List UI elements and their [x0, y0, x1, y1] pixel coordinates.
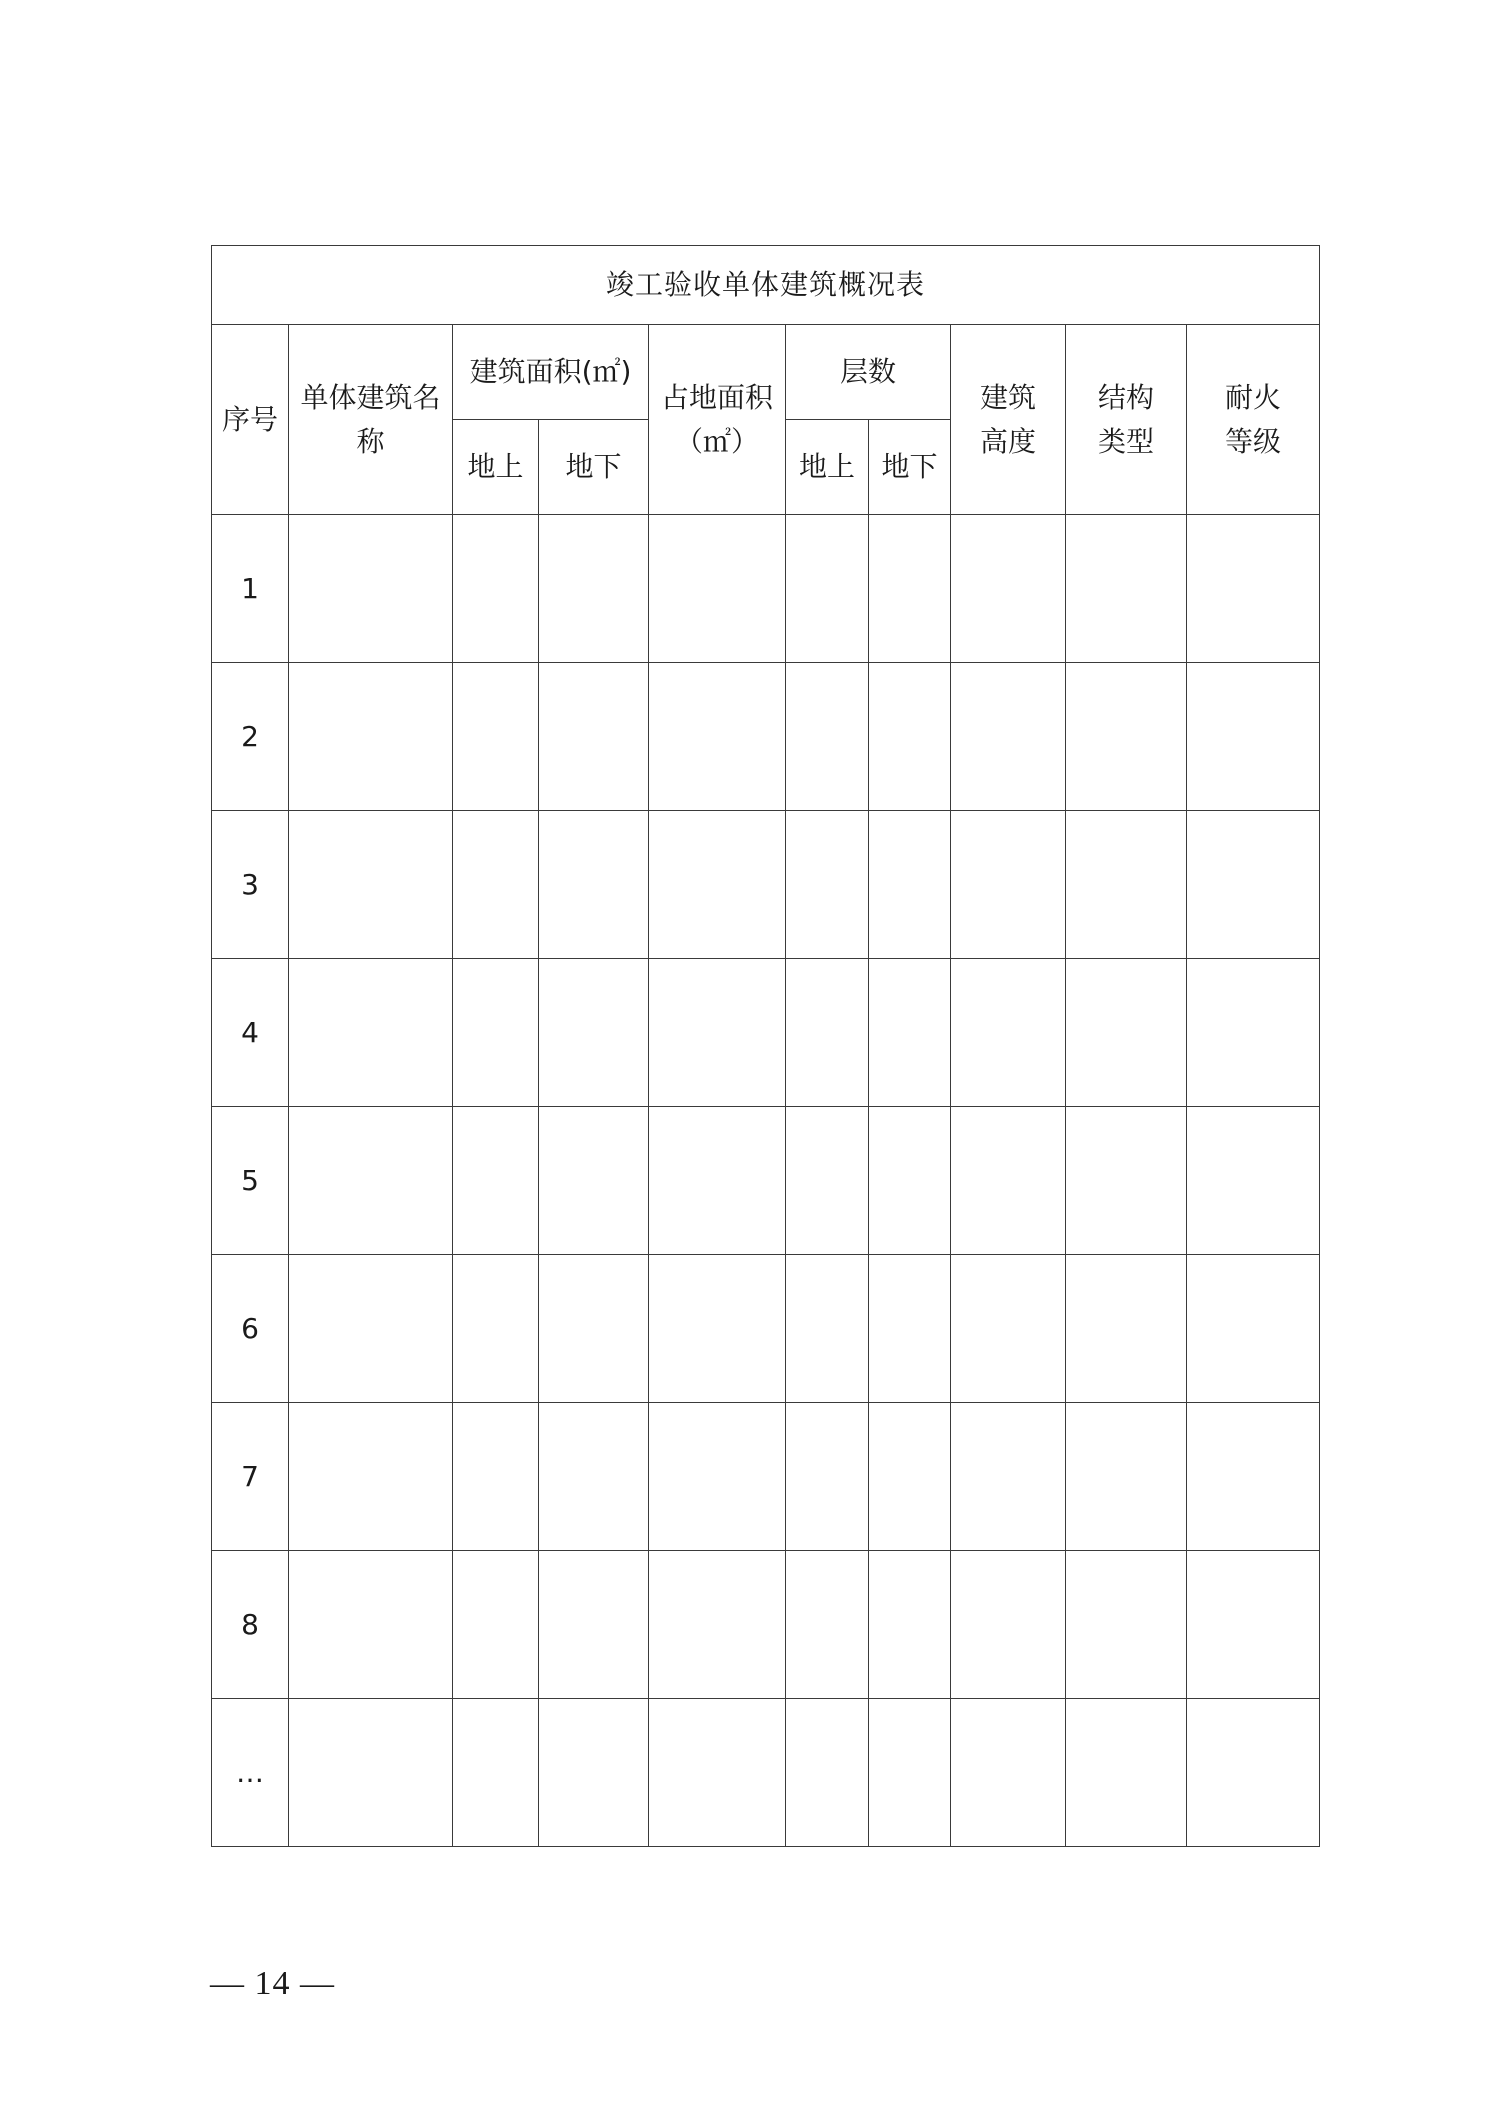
header-building-name-line2: 称 [356, 424, 385, 458]
row-number: 7 [212, 1403, 289, 1551]
cell-height[interactable] [951, 663, 1066, 811]
header-land-area [649, 325, 786, 515]
cell-building-name[interactable] [289, 1551, 453, 1699]
cell-area-above[interactable] [453, 515, 539, 663]
cell-building-name[interactable] [289, 515, 453, 663]
cell-area-below[interactable] [539, 1107, 649, 1255]
cell-floors-above[interactable] [786, 811, 869, 959]
cell-structure[interactable] [1066, 515, 1187, 663]
cell-floors-below[interactable] [869, 811, 951, 959]
cell-land-area[interactable] [649, 1403, 786, 1551]
table-row [212, 1107, 1320, 1255]
cell-area-above[interactable] [453, 1551, 539, 1699]
cell-area-above[interactable] [453, 1699, 539, 1847]
table-row [212, 959, 1320, 1107]
cell-area-above[interactable] [453, 663, 539, 811]
row-number: 6 [212, 1255, 289, 1403]
table-row [212, 811, 1320, 959]
cell-floors-above[interactable] [786, 959, 869, 1107]
cell-height[interactable] [951, 811, 1066, 959]
cell-floors-below[interactable] [869, 1107, 951, 1255]
cell-floors-below[interactable] [869, 959, 951, 1107]
header-seq: 序号 [212, 325, 289, 515]
header-floors-above: 地上 [786, 420, 869, 515]
cell-floors-below[interactable] [869, 1255, 951, 1403]
table-row [212, 1551, 1320, 1699]
header-height-line1: 建筑 [979, 381, 1036, 415]
cell-land-area[interactable] [649, 1551, 786, 1699]
cell-area-above[interactable] [453, 1403, 539, 1551]
cell-structure[interactable] [1066, 811, 1187, 959]
table-row [212, 663, 1320, 811]
cell-height[interactable] [951, 1107, 1066, 1255]
cell-land-area[interactable] [649, 1255, 786, 1403]
cell-area-below[interactable] [539, 811, 649, 959]
cell-floors-below[interactable] [869, 663, 951, 811]
cell-building-name[interactable] [289, 1107, 453, 1255]
cell-land-area[interactable] [649, 811, 786, 959]
header-land-area-line1: 占地面积 [660, 381, 773, 415]
header-structure-line1: 结构 [1097, 381, 1154, 415]
row-number: 8 [212, 1551, 289, 1699]
cell-building-name[interactable] [289, 1255, 453, 1403]
header-build-area: 建筑面积(㎡) [453, 325, 649, 420]
cell-height[interactable] [951, 1699, 1066, 1847]
cell-fire-rating[interactable] [1187, 1255, 1320, 1403]
cell-building-name[interactable] [289, 1403, 453, 1551]
row-number: 1 [212, 515, 289, 663]
cell-height[interactable] [951, 515, 1066, 663]
header-structure [1066, 325, 1187, 515]
cell-area-above[interactable] [453, 959, 539, 1107]
row-number: 3 [212, 811, 289, 959]
cell-floors-above[interactable] [786, 1403, 869, 1551]
row-number: 4 [212, 959, 289, 1107]
table-row [212, 1255, 1320, 1403]
cell-area-below[interactable] [539, 1551, 649, 1699]
cell-floors-above[interactable] [786, 1255, 869, 1403]
cell-floors-below[interactable] [869, 1551, 951, 1699]
table-row [212, 515, 1320, 663]
table-row [212, 1699, 1320, 1847]
cell-floors-above[interactable] [786, 1699, 869, 1847]
cell-floors-below[interactable] [869, 1403, 951, 1551]
cell-land-area[interactable] [649, 1107, 786, 1255]
row-number: 5 [212, 1107, 289, 1255]
header-structure-line2: 类型 [1097, 424, 1154, 458]
cell-floors-below[interactable] [869, 1699, 951, 1847]
cell-land-area[interactable] [649, 515, 786, 663]
cell-area-above[interactable] [453, 1255, 539, 1403]
cell-building-name[interactable] [289, 1699, 453, 1847]
cell-floors-below[interactable] [869, 515, 951, 663]
header-floors: 层数 [786, 325, 951, 420]
cell-land-area[interactable] [649, 959, 786, 1107]
cell-building-name[interactable] [289, 811, 453, 959]
header-fire-rating [1187, 325, 1320, 515]
header-area-below: 地下 [539, 420, 649, 515]
title-row [212, 246, 1320, 325]
header-fire-rating-line2: 等级 [1225, 424, 1282, 458]
cell-land-area[interactable] [649, 1699, 786, 1847]
cell-fire-rating[interactable] [1187, 1107, 1320, 1255]
page-number: — 14 — [210, 1965, 335, 2002]
header-fire-rating-line1: 耐火 [1225, 381, 1282, 415]
cell-area-below[interactable] [539, 663, 649, 811]
cell-fire-rating[interactable] [1187, 1699, 1320, 1847]
header-floors-below: 地下 [869, 420, 951, 515]
cell-area-below[interactable] [539, 959, 649, 1107]
cell-height[interactable] [951, 1551, 1066, 1699]
cell-area-above[interactable] [453, 811, 539, 959]
header-building-name [289, 325, 453, 515]
cell-fire-rating[interactable] [1187, 1403, 1320, 1551]
cell-structure[interactable] [1066, 1551, 1187, 1699]
cell-fire-rating[interactable] [1187, 959, 1320, 1107]
row-number: … [212, 1699, 289, 1847]
cell-area-below[interactable] [539, 1255, 649, 1403]
cell-height[interactable] [951, 959, 1066, 1107]
header-height-line2: 高度 [979, 424, 1036, 458]
cell-building-name[interactable] [289, 663, 453, 811]
cell-area-above[interactable] [453, 1107, 539, 1255]
cell-floors-above[interactable] [786, 515, 869, 663]
table-row [212, 1403, 1320, 1551]
cell-floors-above[interactable] [786, 1551, 869, 1699]
building-overview-table [211, 245, 1320, 1847]
cell-floors-above[interactable] [786, 1107, 869, 1255]
cell-area-below[interactable] [539, 1403, 649, 1551]
cell-building-name[interactable] [289, 959, 453, 1107]
cell-structure[interactable] [1066, 959, 1187, 1107]
header-area-above: 地上 [453, 420, 539, 515]
cell-height[interactable] [951, 1255, 1066, 1403]
cell-land-area[interactable] [649, 663, 786, 811]
row-number: 2 [212, 663, 289, 811]
header-row-1 [212, 325, 1320, 420]
cell-area-below[interactable] [539, 515, 649, 663]
header-height [951, 325, 1066, 515]
cell-structure[interactable] [1066, 1403, 1187, 1551]
cell-structure[interactable] [1066, 1107, 1187, 1255]
cell-structure[interactable] [1066, 1699, 1187, 1847]
cell-fire-rating[interactable] [1187, 515, 1320, 663]
header-building-name-line1: 单体建筑名 [300, 381, 441, 415]
table-title: 竣工验收单体建筑概况表 [212, 246, 1320, 325]
cell-structure[interactable] [1066, 1255, 1187, 1403]
cell-floors-above[interactable] [786, 663, 869, 811]
cell-height[interactable] [951, 1403, 1066, 1551]
cell-fire-rating[interactable] [1187, 1551, 1320, 1699]
cell-structure[interactable] [1066, 663, 1187, 811]
cell-fire-rating[interactable] [1187, 663, 1320, 811]
header-land-area-line2: （㎡） [674, 424, 759, 458]
cell-area-below[interactable] [539, 1699, 649, 1847]
cell-fire-rating[interactable] [1187, 811, 1320, 959]
